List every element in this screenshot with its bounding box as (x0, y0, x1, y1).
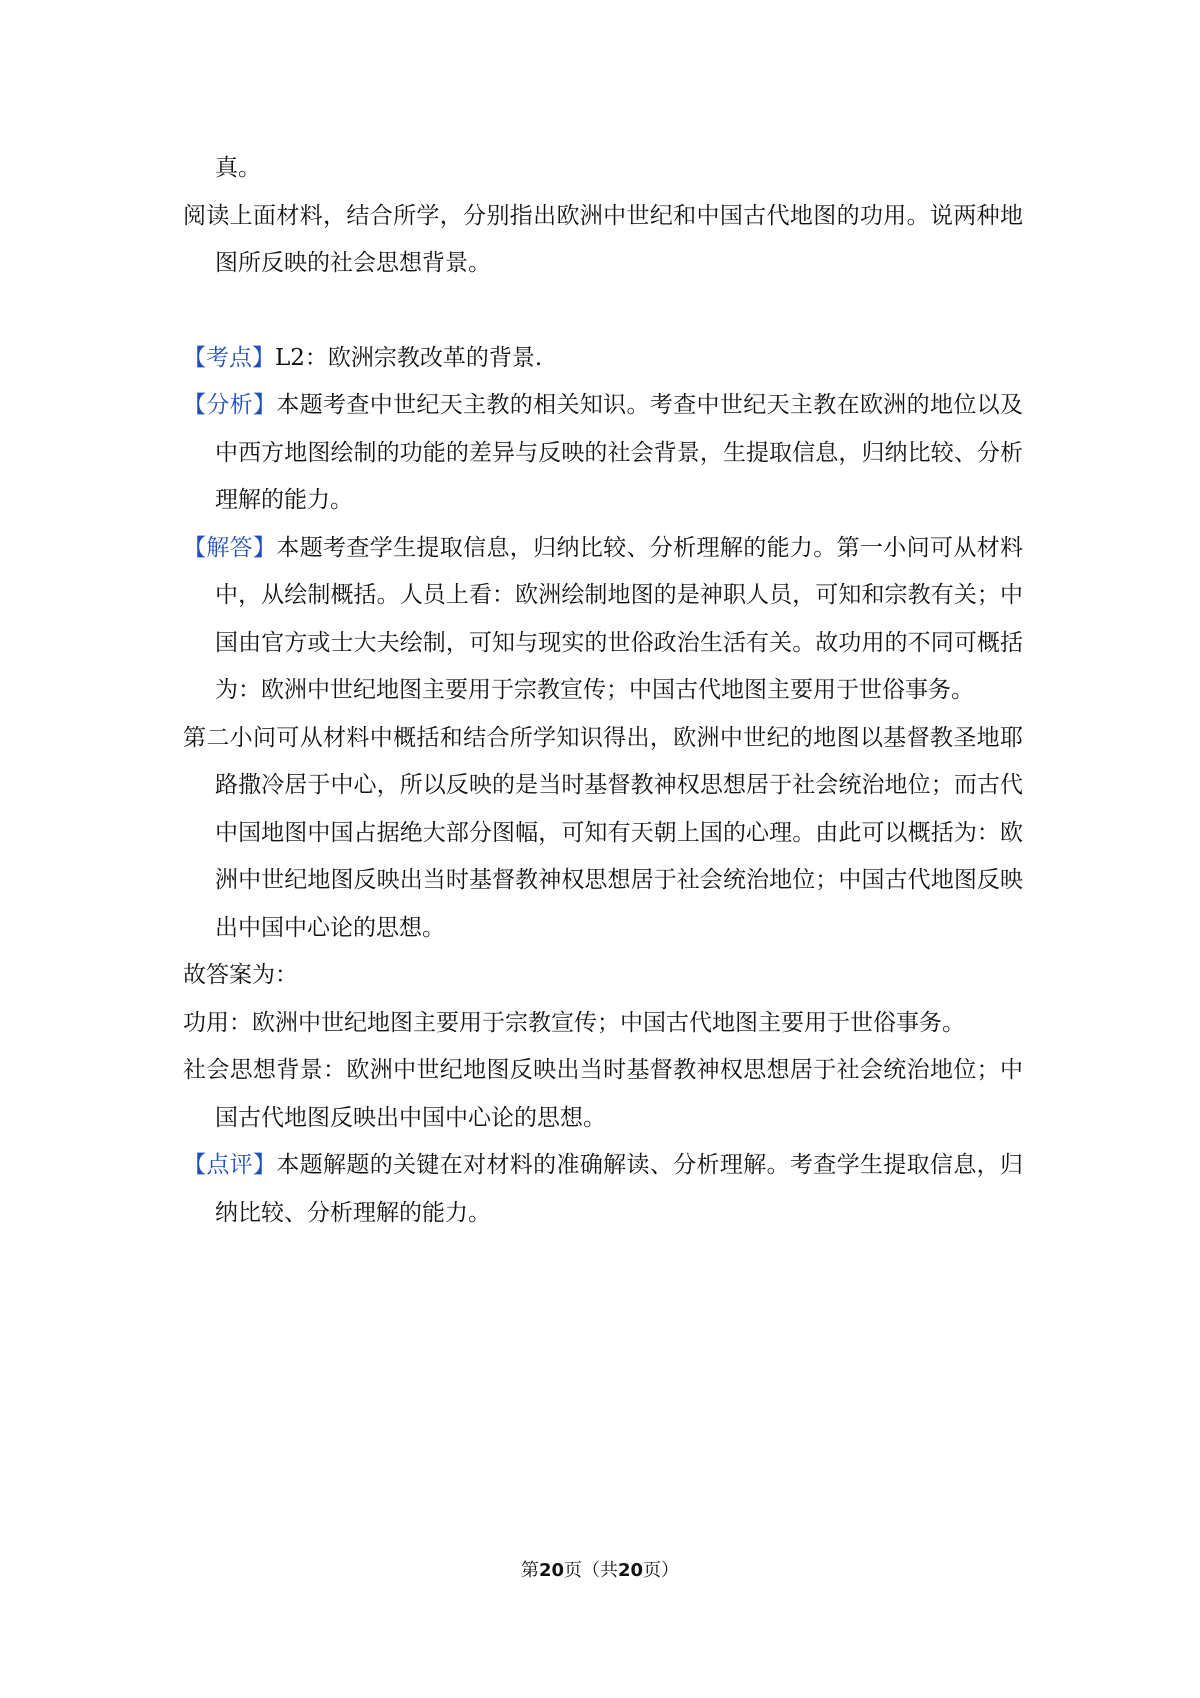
kaodian-text: L2：欧洲宗教改革的背景. (275, 344, 543, 371)
fenxi-text: 本题考查中世纪天主教的相关知识。考查中世纪天主教在欧洲的地位以及中西方地图绘制的功能的差异与反映的社会背景，生提取信息，归纳比较、分析理解的能力。 (215, 392, 1024, 513)
kaodian-tag: 【考点】 (183, 344, 275, 371)
spacer (183, 288, 1023, 335)
dianping-text: 本题解题的关键在对材料的准确解读、分析理解。考查学生提取信息，归纳比较、分析理解的能力。 (215, 1152, 1024, 1226)
fenxi-paragraph (183, 382, 1023, 525)
footer-prefix: 第 (520, 1560, 539, 1581)
dianping-tag: 【点评】 (183, 1152, 277, 1178)
answer-function: 功用：欧洲中世纪地图主要用于宗教宣传；中国古代地图主要用于世俗事务。 (183, 1009, 965, 1036)
footer-suffix: 页） (643, 1560, 680, 1581)
page-content (183, 145, 1023, 1237)
footer-middle: 页（共 (564, 1560, 618, 1581)
second-question-paragraph: 第二小问可从材料中概括和结合所学知识得出，欧洲中世纪的地图以基督教圣地耶路撒冷居于中心，所以反映的是当时基督教神权思想居于社会统治地位；而古代中国地图中国占据绝大部分图幅，可知有天朝上国的心理。由此可以概括为：欧洲中世纪地图反映出当时基督教神权思想居于社会统治地位；中国古代地图反映出中国中心论的思想。 (183, 724, 1023, 941)
jieda-tag: 【解答】 (183, 534, 277, 561)
page-footer (0, 1556, 1200, 1582)
jieda-text: 本题考查学生提取信息，归纳比较、分析理解的能力。第一小问可从材料中，从绘制概括。人员上看：欧洲绘制地图的是神职人员，可知和宗教有关；中国由官方或士大夫绘制，可知与现实的世俗政治生活有关。故功用的不同可概括为：欧洲中世纪地图主要用于宗教宣传；中国古代地图主要用于世俗事务。 (215, 534, 1024, 703)
footer-total-pages: 20 (618, 1560, 644, 1581)
answer-social-background: 社会思想背景：欧洲中世纪地图反映出当时基督教神权思想居于社会统治地位；中国古代地图反映出中国中心论的思想。 (183, 1057, 1023, 1131)
question-paragraph: 阅读上面材料，结合所学，分别指出欧洲中世纪和中国古代地图的功用。说两种地图所反映的社会思想背景。 (183, 202, 1023, 276)
kaodian-paragraph (183, 335, 1023, 383)
answer-intro: 故答案为： (183, 962, 298, 988)
jieda-paragraph (183, 525, 1023, 715)
fenxi-tag: 【分析】 (183, 392, 277, 418)
footer-page-number: 20 (538, 1560, 564, 1581)
dianping-paragraph (183, 1142, 1023, 1237)
paragraph-continuation: 真。 (215, 155, 261, 181)
